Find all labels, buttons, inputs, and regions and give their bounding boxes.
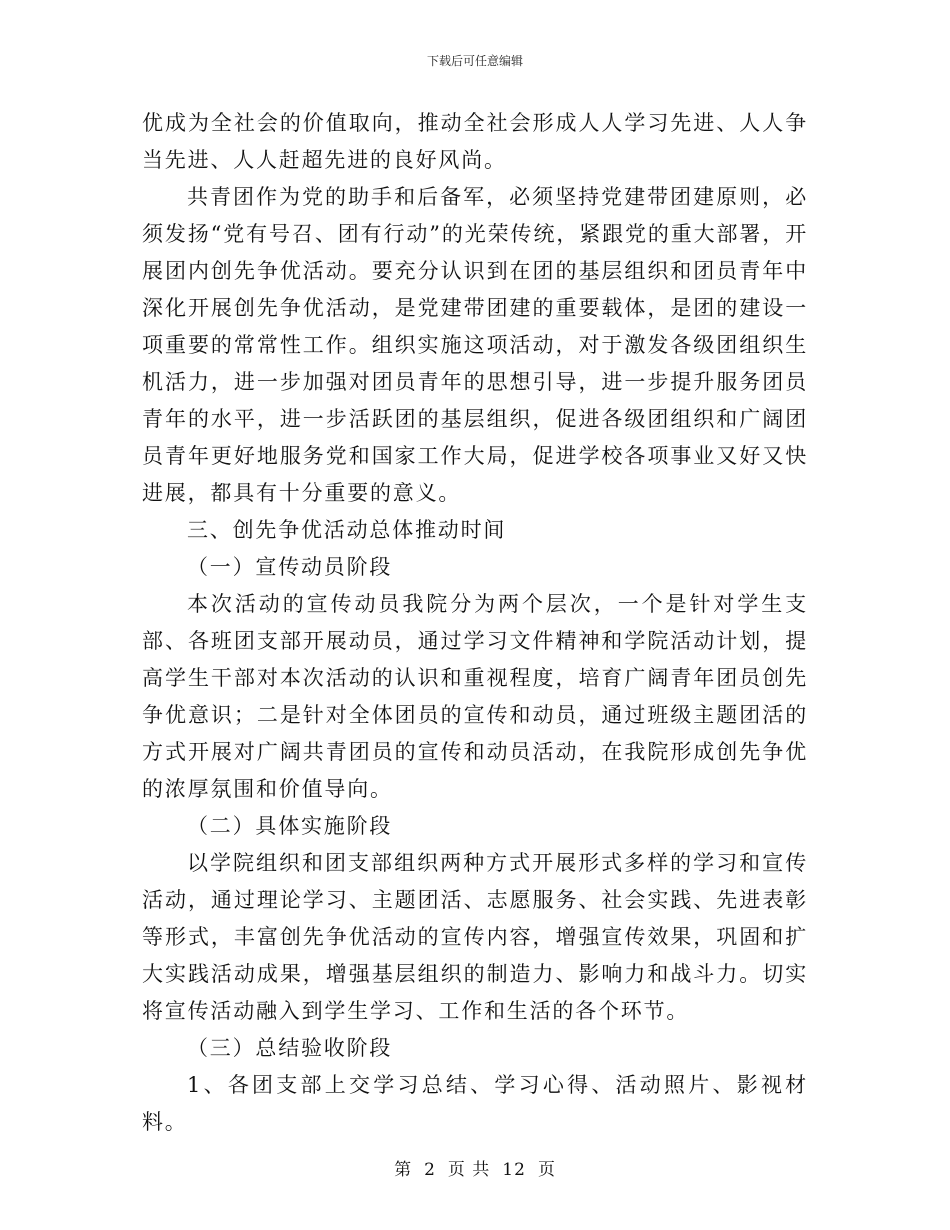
document-body — [142, 105, 808, 1141]
paragraph-1: 优成为全社会的价值取向，推动全社会形成人人学习先进、人人争当先进、人人赶超先进的良好风尚。 — [142, 111, 808, 172]
footer-prefix: 第 — [394, 1160, 413, 1180]
footer-middle: 页 共 — [447, 1160, 491, 1180]
footer-suffix: 页 — [537, 1160, 556, 1180]
subheading-publicity-stage: （一）宣传动员阶段 — [187, 555, 393, 579]
subheading-summary-stage: （三）总结验收阶段 — [187, 1036, 393, 1060]
page-number: 2 — [424, 1160, 436, 1180]
page-footer — [0, 1155, 950, 1180]
paragraph-implementation: 以学院组织和团支部组织两种方式开展形式多样的学习和宣传活动，通过理论学习、主题团活、志愿服务、社会实践、先进表彰等形式，丰富创先争优活动的宣传内容，增强宣传效果，巩固和扩大实践活动成果，增强基层组织的制造力、影响力和战斗力。切实将宣传活动融入到学生学习、工作和生活的各个环节。 — [142, 851, 808, 1023]
paragraph-publicity: 本次活动的宣传动员我院分为两个层次，一个是针对学生支部、各班团支部开展动员，通过学习文件精神和学院活动计划，提高学生干部对本次活动的认识和重视程度，培育广阔青年团员创先争优意识；二是针对全体团员的宣传和动员，通过班级主题团活的方式开展对广阔共青团员的宣传和动员活动，在我院形成创先争优的浓厚氛围和价值导向。 — [142, 592, 808, 801]
total-pages: 12 — [502, 1160, 526, 1180]
page-header: 下载后可任意编辑 — [426, 54, 523, 68]
subheading-implementation-stage: （二）具体实施阶段 — [187, 814, 393, 838]
list-item-1: 1、各团支部上交学习总结、学习心得、活动照片、影视材料。 — [142, 1073, 808, 1134]
section-heading-3: 三、创先争优活动总体推动时间 — [187, 518, 507, 542]
paragraph-2: 共青团作为党的助手和后备军，必须坚持党建带团建原则，必须发扬“党有号召、团有行动”的光荣传统，紧跟党的重大部署，开展团内创先争优活动。要充分认识到在团的基层组织和团员青年中深化开展创先争优活动，是党建带团建的重要载体，是团的建设一项重要的常常性工作。组织实施这项活动，对于激发各级团组织生机活力，进一步加强对团员青年的思想引导，进一步提升服务团员青年的水平，进一步活跃团的基层组织，促进各级团组织和广阔团员青年更好地服务党和国家工作大局，促进学校各项事业又好又快进展，都具有十分重要的意义。 — [142, 185, 808, 505]
